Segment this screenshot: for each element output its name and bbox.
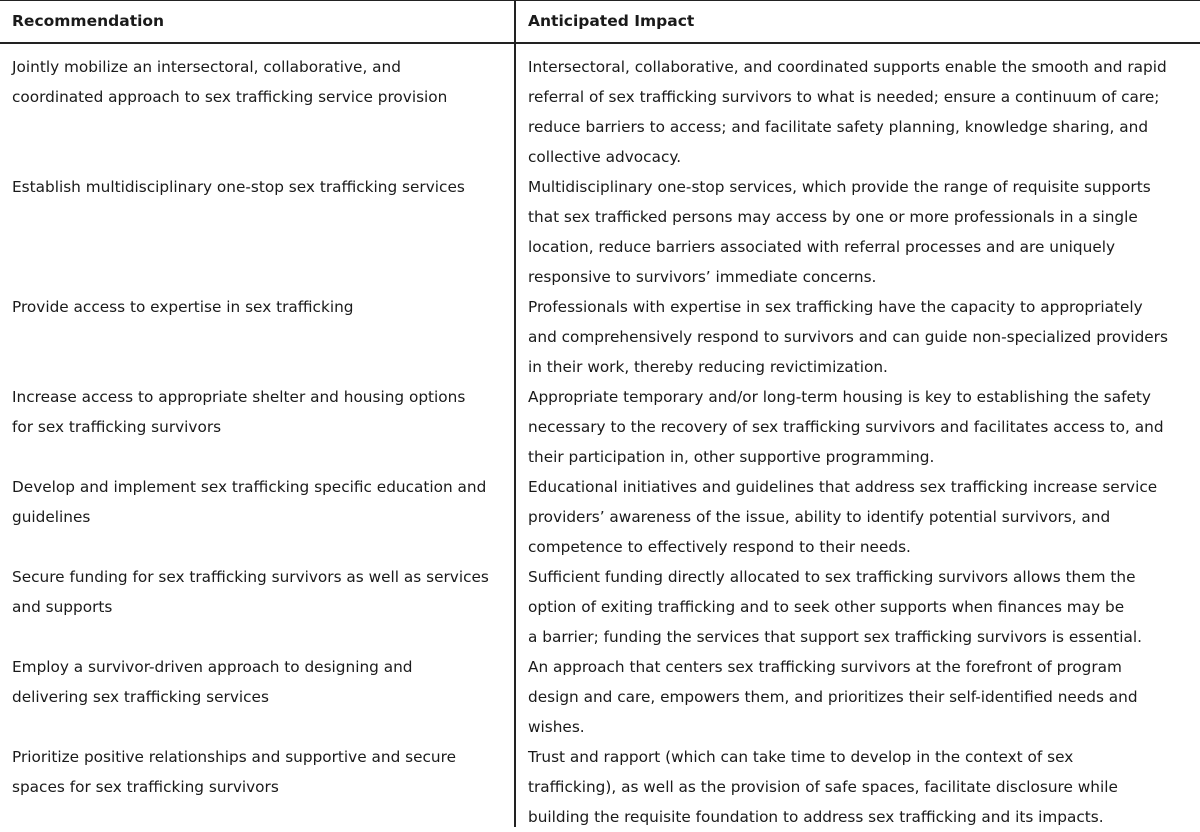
recommendation-cell [12,172,508,202]
impact-cell [528,742,1192,832]
table-row [0,562,1200,652]
recommendation-cell [12,652,508,712]
impact-line: reduce barriers to access; and facilitate safety planning, knowledge sharing, and [528,118,1149,136]
impact-line: option of exiting trafficking and to seek other supports when finances may be [528,598,1125,616]
impact-line: competence to effectively respond to their needs. [528,538,911,556]
impact-cell [528,472,1192,562]
impact-cell [528,382,1192,472]
recommendation-line: Jointly mobilize an intersectoral, collaborative, and [12,58,401,76]
recommendation-line: delivering sex trafficking services [12,688,269,706]
table-top-rule [0,0,1200,1]
recommendation-line: guidelines [12,508,91,526]
header-anticipated-impact: Anticipated Impact [528,12,695,30]
recommendation-line: Establish multidisciplinary one-stop sex trafficking services [12,178,465,196]
impact-line: design and care, empowers them, and prioritizes their self-identified needs and [528,688,1138,706]
recommendation-line: Provide access to expertise in sex trafficking [12,298,354,316]
impact-line: An approach that centers sex trafficking survivors at the forefront of program [528,658,1122,676]
recommendation-cell [12,472,508,532]
recommendation-line: Employ a survivor-driven approach to designing and [12,658,413,676]
impact-line: location, reduce barriers associated with referral processes and are uniquely [528,238,1116,256]
impact-line: Appropriate temporary and/or long-term housing is key to establishing the safety [528,388,1151,406]
recommendation-line: spaces for sex trafficking survivors [12,778,279,796]
impact-line: providers’ awareness of the issue, ability to identify potential survivors, and [528,508,1111,526]
impact-line: responsive to survivors’ immediate concerns. [528,268,877,286]
table-row [0,382,1200,472]
impact-line: trafficking), as well as the provision of safe spaces, facilitate disclosure while [528,778,1118,796]
recommendation-line: Develop and implement sex trafficking specific education and [12,478,487,496]
impact-line: that sex trafficked persons may access by one or more professionals in a single [528,208,1138,226]
impact-line: Trust and rapport (which can take time to develop in the context of sex [528,748,1074,766]
recommendation-line: Secure funding for sex trafficking survivors as well as services [12,568,489,586]
impact-line: referral of sex trafficking survivors to what is needed; ensure a continuum of care; [528,88,1160,106]
recommendation-cell [12,292,508,322]
impact-line: collective advocacy. [528,148,682,166]
recommendation-cell [12,742,508,802]
impact-cell [528,52,1192,172]
impact-cell [528,562,1192,652]
impact-cell [528,172,1192,292]
recommendation-line: coordinated approach to sex trafficking service provision [12,88,448,106]
impact-line: wishes. [528,718,585,736]
recommendation-cell [12,562,508,622]
recommendation-cell [12,382,508,442]
impact-line: their participation in, other supportive programming. [528,448,935,466]
recommendation-cell [12,52,508,112]
table-row [0,52,1200,172]
recommendation-line: and supports [12,598,113,616]
impact-line: necessary to the recovery of sex trafficking survivors and facilitates access to, and [528,418,1164,436]
impact-line: Professionals with expertise in sex trafficking have the capacity to appropriately [528,298,1143,316]
header-recommendation: Recommendation [12,12,165,30]
impact-cell [528,652,1192,742]
table-row [0,472,1200,562]
impact-line: building the requisite foundation to address sex trafficking and its impacts. [528,808,1104,826]
impact-line: a barrier; funding the services that support sex trafficking survivors is essential. [528,628,1143,646]
table-row [0,652,1200,742]
table-row [0,172,1200,292]
impact-cell [528,292,1192,382]
impact-line: Sufficient funding directly allocated to sex trafficking survivors allows them the [528,568,1136,586]
table-body [0,52,1200,832]
header-rule [0,42,1200,44]
impact-line: Intersectoral, collaborative, and coordinated supports enable the smooth and rapid [528,58,1167,76]
table-row [0,292,1200,382]
table-row [0,742,1200,832]
impact-line: and comprehensively respond to survivors and can guide non-specialized providers [528,328,1168,346]
recommendation-line: Increase access to appropriate shelter and housing options [12,388,466,406]
recommendation-line: for sex trafficking survivors [12,418,222,436]
impact-line: Educational initiatives and guidelines that address sex trafficking increase service [528,478,1158,496]
recommendation-line: Prioritize positive relationships and supportive and secure [12,748,456,766]
impact-line: Multidisciplinary one-stop services, which provide the range of requisite supports [528,178,1151,196]
impact-line: in their work, thereby reducing revictimization. [528,358,888,376]
